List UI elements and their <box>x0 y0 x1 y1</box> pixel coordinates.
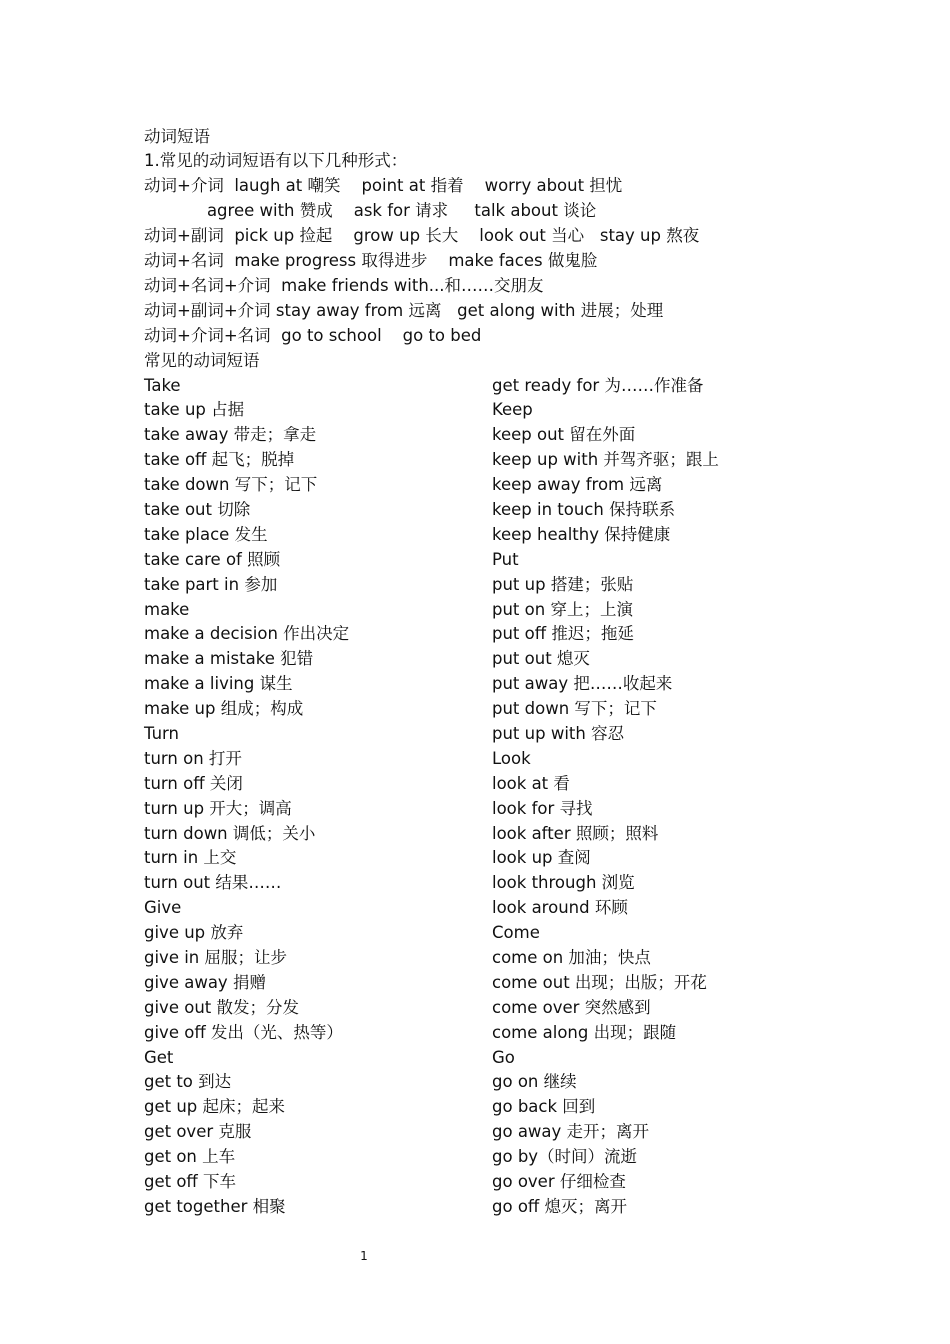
phrase-item: turn off 关闭 <box>144 773 243 793</box>
form-line: 动词+名词 make progress 取得进步 make faces 做鬼脸 <box>144 251 598 270</box>
phrase-item: put out 熄灭 <box>492 649 590 669</box>
phrase-item: look around 环顾 <box>492 898 628 918</box>
phrase-item: Take <box>144 375 181 395</box>
phrase-item: Turn <box>144 723 179 743</box>
intro-line: 1.常见的动词短语有以下几种形式： <box>144 151 408 171</box>
phrase-item: turn up 开大；调高 <box>144 798 292 818</box>
common-phrases-title: 常见的动词短语 <box>144 350 260 370</box>
phrase-item: get ready for 为……作准备 <box>492 375 704 395</box>
phrase-item: come along 出现；跟随 <box>492 1022 677 1042</box>
phrase-item: look after 照顾；照料 <box>492 823 659 843</box>
phrase-item: put up with 容忍 <box>492 723 625 743</box>
phrase-item: take part in 参加 <box>144 574 278 594</box>
phrase-item: keep healthy 保持健康 <box>492 524 671 544</box>
phrase-item: Keep <box>492 400 533 420</box>
phrase-item: keep up with 并驾齐驱；跟上 <box>492 450 719 470</box>
phrase-item: give out 散发；分发 <box>144 997 299 1017</box>
phrase-item: look for 寻找 <box>492 798 593 818</box>
phrase-item: get on 上车 <box>144 1147 236 1167</box>
phrase-item: Go <box>492 1047 515 1067</box>
phrase-item: keep in touch 保持联系 <box>492 499 676 519</box>
phrase-item: come on 加油；快点 <box>492 947 651 967</box>
phrase-item: take place 发生 <box>144 524 268 544</box>
phrase-item: put off 推迟；拖延 <box>492 624 634 644</box>
phrase-item: go off 熄灭；离开 <box>492 1196 628 1216</box>
phrase-item: Put <box>492 549 519 569</box>
form-line: 动词+名词+介词 make friends with...和……交朋友 <box>144 275 544 295</box>
phrase-item: make a mistake 犯错 <box>144 649 314 669</box>
form-line: 动词+介词+名词 go to school go to bed <box>144 325 482 345</box>
phrase-item: keep away from 远离 <box>492 475 663 495</box>
phrase-item: go by（时间）流逝 <box>492 1147 638 1167</box>
phrase-item: keep out 留在外面 <box>492 425 636 445</box>
phrase-item: turn on 打开 <box>144 748 242 768</box>
phrase-item: come over 突然感到 <box>492 997 651 1017</box>
phrase-item: put down 写下；记下 <box>492 699 657 719</box>
phrase-item: go over 仔细检查 <box>492 1172 626 1191</box>
phrase-item: get up 起床；起来 <box>144 1097 286 1117</box>
phrase-item: turn down 调低；关小 <box>144 823 316 843</box>
phrase-item: Give <box>144 898 182 918</box>
phrase-item: look at 看 <box>492 773 570 793</box>
phrase-item: take off 起飞；脱掉 <box>144 450 295 470</box>
right-phrase-column <box>492 374 822 1220</box>
phrase-item: look up 查阅 <box>492 848 591 868</box>
form-line: 动词+副词 pick up 捡起 grow up 长大 look out 当心 stay up 熬夜 <box>144 226 700 246</box>
phrase-item: go away 走开；离开 <box>492 1122 650 1142</box>
phrase-item: come out 出现；出版；开花 <box>492 972 707 992</box>
phrase-item: put on 穿上；上演 <box>492 599 633 619</box>
phrase-item: make up 组成；构成 <box>144 699 304 719</box>
phrase-item: put away 把……收起来 <box>492 674 673 694</box>
phrase-item: take care of 照顾 <box>144 549 281 569</box>
phrase-item: make a decision 作出决定 <box>144 624 350 644</box>
phrase-item: turn in 上交 <box>144 848 237 868</box>
phrase-item: Come <box>492 923 540 943</box>
phrase-item: give away 捐赠 <box>144 972 266 992</box>
phrase-item: take out 切除 <box>144 499 251 519</box>
phrase-item: make a living 谋生 <box>144 674 293 694</box>
phrase-item: give off 发出（光、热等） <box>144 1022 343 1042</box>
form-line: 动词+副词+介词 stay away from 远离 get along with 进展；处理 <box>144 300 664 320</box>
phrase-item: take away 带走；拿走 <box>144 425 317 445</box>
page-number: 1 <box>360 1249 368 1263</box>
form-line: 动词+介词 laugh at 嘲笑 point at 指着 worry about 担忧 <box>144 176 623 196</box>
phrase-item: Look <box>492 748 531 768</box>
phrase-item: get over 克服 <box>144 1122 252 1142</box>
phrase-item: make <box>144 599 190 619</box>
phrase-item: look through 浏览 <box>492 873 635 893</box>
phrase-item: put up 搭建；张贴 <box>492 574 634 594</box>
page-heading: 动词短语 <box>144 126 210 146</box>
phrase-item: go back 回到 <box>492 1097 596 1117</box>
form-line: agree with 赞成 ask for 请求 talk about 谈论 <box>144 201 597 221</box>
phrase-item: get off 下车 <box>144 1172 237 1191</box>
left-phrase-column <box>144 374 474 1220</box>
phrase-item: go on 继续 <box>492 1072 577 1092</box>
phrase-item: take up 占据 <box>144 400 245 420</box>
phrase-item: turn out 结果…… <box>144 873 282 893</box>
phrase-item: give up 放弃 <box>144 923 244 943</box>
phrase-item: get to 到达 <box>144 1072 232 1092</box>
phrase-item: get together 相聚 <box>144 1196 286 1216</box>
phrase-item: take down 写下；记下 <box>144 475 318 495</box>
phrase-item: Get <box>144 1047 174 1067</box>
phrase-item: give in 屈服；让步 <box>144 947 288 967</box>
